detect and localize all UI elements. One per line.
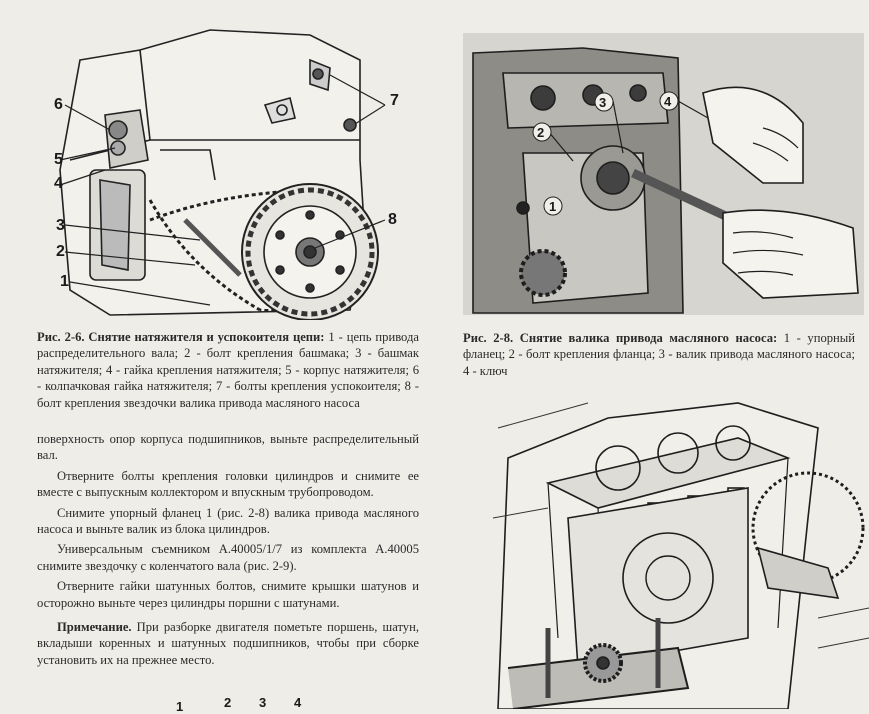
note-body: При разборке двигателя пометьте поршень, шатун, вкладыши коренных и шатунных подшипников, чтобы при сборке установить их на прежнее место. <box>37 620 419 667</box>
fig-2-6-callout-2: 2 <box>56 243 65 260</box>
body-paragraph-5: Отверните гайки шатунных болтов, снимите крышки шатунов и осторожно выньте через цилиндры поршни с шатунами. <box>37 579 419 610</box>
body-paragraph-1: поверхность опор корпуса подшипников, выньте распределительный вал. <box>37 432 419 463</box>
figure-2-6-caption-body: 1 - цепь привода распределительного вала; 2 - болт крепления башмака; 3 - башмак натяжителя; 4 - гайка крепления натяжителя; 5 - корпус натяжителя; 6 - колпачковая гайка натяжителя; 7 - болты крепления успокоителя; 8 - болт крепления звездочки валика привода масляного насоса <box>37 330 419 410</box>
figure-2-6-illustration <box>10 20 430 320</box>
fig-2-8-callout-3: 3 <box>599 95 607 110</box>
fig-2-8-callout-4: 4 <box>664 94 672 109</box>
figure-2-8-caption-title: Рис. 2-8. Снятие валика привода масляного насоса: <box>463 331 778 345</box>
fig-2-6-callout-4: 4 <box>54 175 63 192</box>
figure-2-6-caption-title: Рис. 2-6. Снятие натяжителя и успокоителя цепи: <box>37 330 325 344</box>
body-paragraph-2: Отверните болты крепления головки цилиндров и снимите ее вместе с выпускным коллектором и впускным трубопроводом. <box>37 468 419 500</box>
figure-2-8-caption <box>463 330 855 379</box>
figure-2-9-drawing <box>488 398 869 709</box>
figure-2-8-drawing <box>463 33 864 315</box>
fig-2-6-callout-3: 3 <box>56 217 65 234</box>
fig-2-6-callout-7: 7 <box>390 92 399 109</box>
figure-2-8-caption-body: 1 - упорный фланец; 2 - болт крепления фланца; 3 - валик привода масляного насоса; 4 - ключ <box>463 331 855 378</box>
figure-2-8-illustration <box>463 33 864 315</box>
fig-2-9-callout-4: 4 <box>294 695 302 710</box>
note-label: Примечание. <box>57 620 132 635</box>
body-text-column <box>37 431 419 672</box>
note-paragraph <box>37 619 419 668</box>
fig-2-9-callout-1: 1 <box>176 699 184 714</box>
fig-2-8-callout-1: 1 <box>549 199 557 214</box>
fig-2-9-callout-3: 3 <box>259 695 267 710</box>
fig-2-6-callout-8: 8 <box>388 211 397 228</box>
fig-2-6-callout-1: 1 <box>60 273 69 290</box>
figure-2-9-illustration <box>488 398 869 709</box>
figure-2-6-drawing <box>10 20 430 320</box>
figure-2-6-caption <box>37 329 419 411</box>
body-paragraph-4: Универсальным съемником А.40005/1/7 из комплекта А.40005 снимите звездочку с коленчатого вала (рис. 2-9). <box>37 542 419 573</box>
fig-2-6-callout-6: 6 <box>54 96 63 113</box>
fig-2-6-callout-5: 5 <box>54 151 63 168</box>
body-paragraph-3: Снимите упорный фланец 1 (рис. 2-8) валика привода масляного насоса и выньте валик из блока цилиндров. <box>37 505 419 537</box>
fig-2-9-callout-2: 2 <box>224 695 232 710</box>
fig-2-8-callout-2: 2 <box>537 125 545 140</box>
